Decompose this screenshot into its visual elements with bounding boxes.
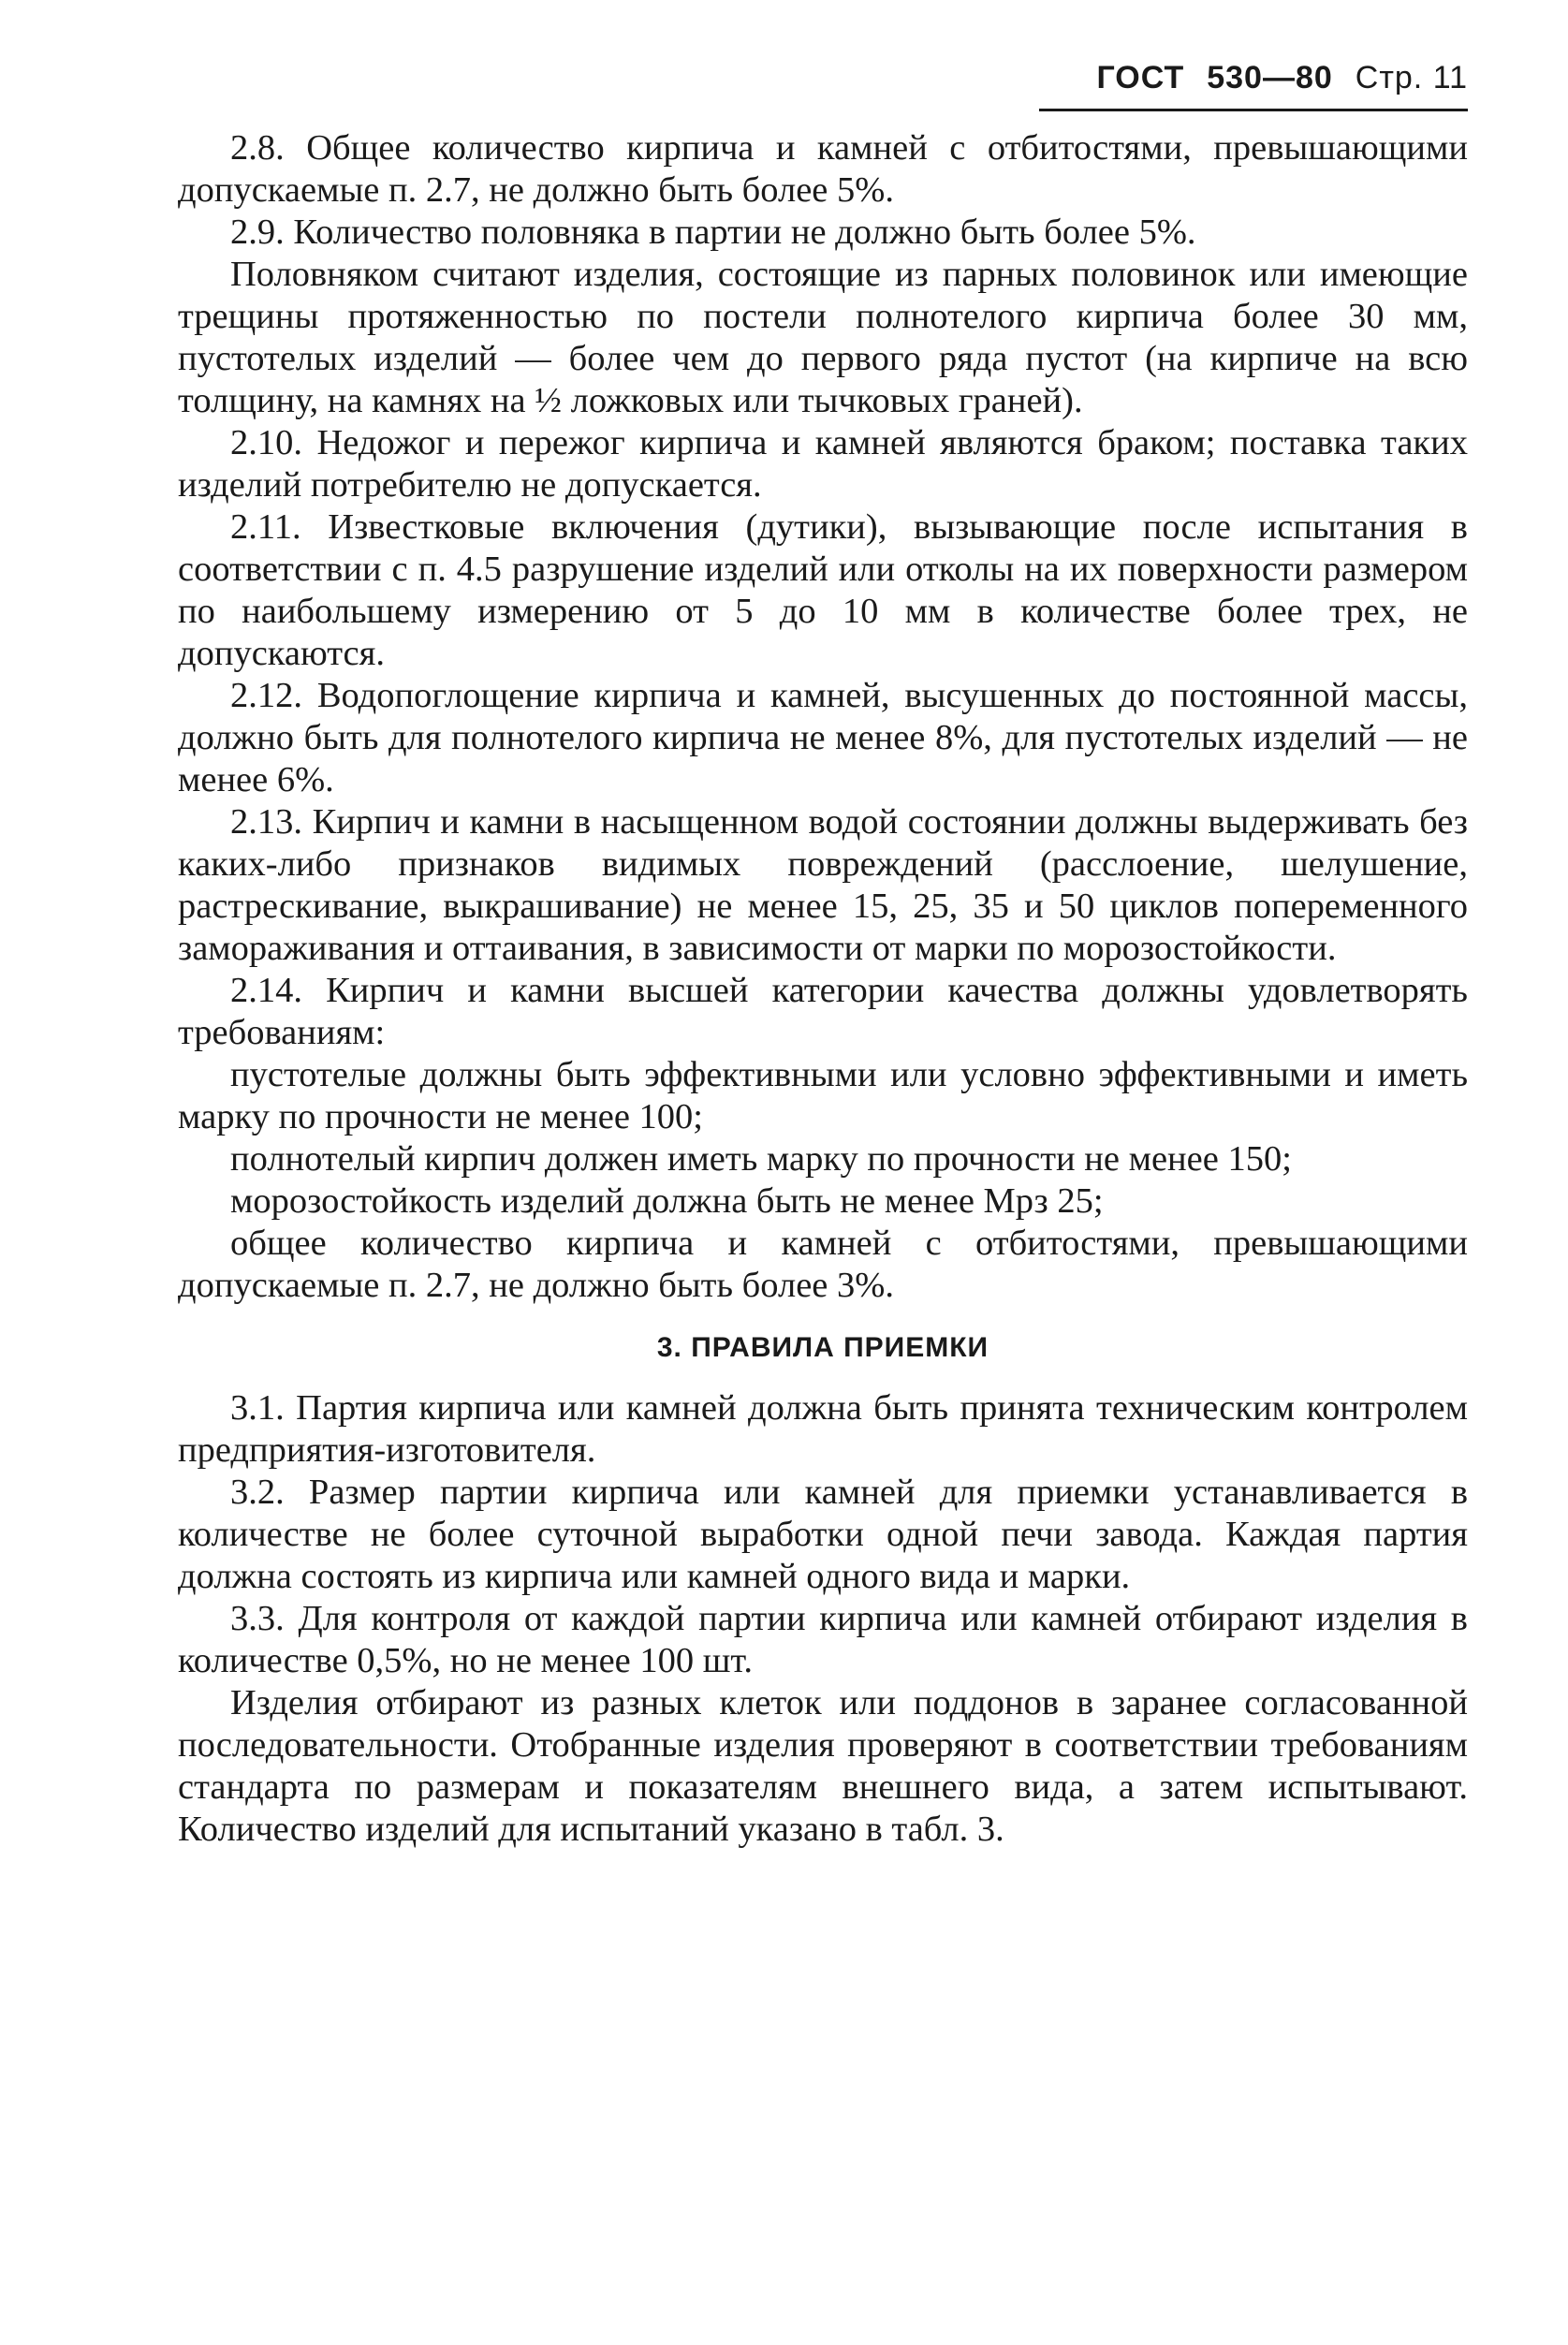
paragraph-2-13: 2.13. Кирпич и камни в насыщенном водой состоянии должны выдерживать без каких-либо признаков видимых повреждений (расслоение, шелушение, растрескивание, выкрашивание) не менее 15, 25, 35 и 50 циклов попеременного замораживания и оттаивания, в зависимости от марки по морозостойкости. bbox=[178, 802, 1468, 968]
paragraph-2-12: 2.12. Водопоглощение кирпича и камней, высушенных до постоянной массы, должно быть для полнотелого кирпича не менее 8%, для пустотелых изделий — не менее 6%. bbox=[178, 676, 1468, 799]
header-rule bbox=[1039, 109, 1468, 111]
page-number: Стр. 11 bbox=[1355, 60, 1468, 95]
paragraph-2-9: 2.9. Количество половняка в партии не должно быть более 5%. bbox=[230, 213, 1196, 252]
list-item-hollow: пустотелые должны быть эффективными или условно эффективными и иметь марку по прочности не менее 100; bbox=[178, 1055, 1468, 1136]
standard-number: 530—80 bbox=[1207, 60, 1333, 95]
paragraph-2-14: 2.14. Кирпич и камни высшей категории качества должны удовлетворять требованиям: bbox=[178, 971, 1468, 1052]
list-item-solid: полнотелый кирпич должен иметь марку по прочности не менее 150; bbox=[230, 1139, 1292, 1179]
paragraph-3-3: 3.3. Для контроля от каждой партии кирпича или камней отбирают изделия в количестве 0,5%, но не менее 100 шт. bbox=[178, 1599, 1468, 1680]
body-text bbox=[178, 127, 1468, 1851]
paragraph-2-11: 2.11. Известковые включения (дутики), вызывающие после испытания в соответствии с п. 4.5 разрушение изделий или отколы на их поверхности размером по наибольшему измерению от 5 до 10 мм в количестве более трех, не допускаются. bbox=[178, 507, 1468, 673]
paragraph-2-10: 2.10. Недожог и пережог кирпича и камней являются браком; поставка таких изделий потребителю не допускается. bbox=[178, 423, 1468, 505]
paragraph-3-2: 3.2. Размер партии кирпича или камней для приемки устанавливается в количестве не более суточной выработки одной печи завода. Каждая партия должна состоять из кирпича или камней одного вида и марки. bbox=[178, 1473, 1468, 1596]
running-head bbox=[1037, 60, 1468, 96]
list-item-frost-resistance: морозостойкость изделий должна быть не менее Мрз 25; bbox=[230, 1181, 1104, 1221]
paragraph-half-brick-definition: Половняком считают изделия, состоящие из парных половинок или имеющие трещины протяженностью по постели полнотелого кирпича более 30 мм, пустотелых изделий — более чем до первого ряда пустот (на кирпиче на всю толщину, на камнях на ½ ложковых или тычковых граней). bbox=[178, 255, 1468, 420]
paragraph-3-1: 3.1. Партия кирпича или камней должна быть принята техническим контролем предприятия-изготовителя. bbox=[178, 1388, 1468, 1470]
list-item-chipped: общее количество кирпича и камней с отбитостями, превышающими допускаемые п. 2.7, не должно быть более 3%. bbox=[178, 1224, 1468, 1305]
section-heading: 3. ПРАВИЛА ПРИЕМКИ bbox=[656, 1332, 989, 1363]
paragraph-2-8: 2.8. Общее количество кирпича и камней с отбитостями, превышающими допускаемые п. 2.7, не должно быть более 5%. bbox=[178, 128, 1468, 210]
paragraph-sampling: Изделия отбирают из разных клеток или поддонов в заранее согласованной последовательности. Отобранные изделия проверяют в соответствии требованиям стандарта по размерам и показателям внешнего вида, а затем испытывают. Количество изделий для испытаний указано в табл. 3. bbox=[178, 1683, 1468, 1849]
standard-label: ГОСТ bbox=[1096, 60, 1185, 95]
